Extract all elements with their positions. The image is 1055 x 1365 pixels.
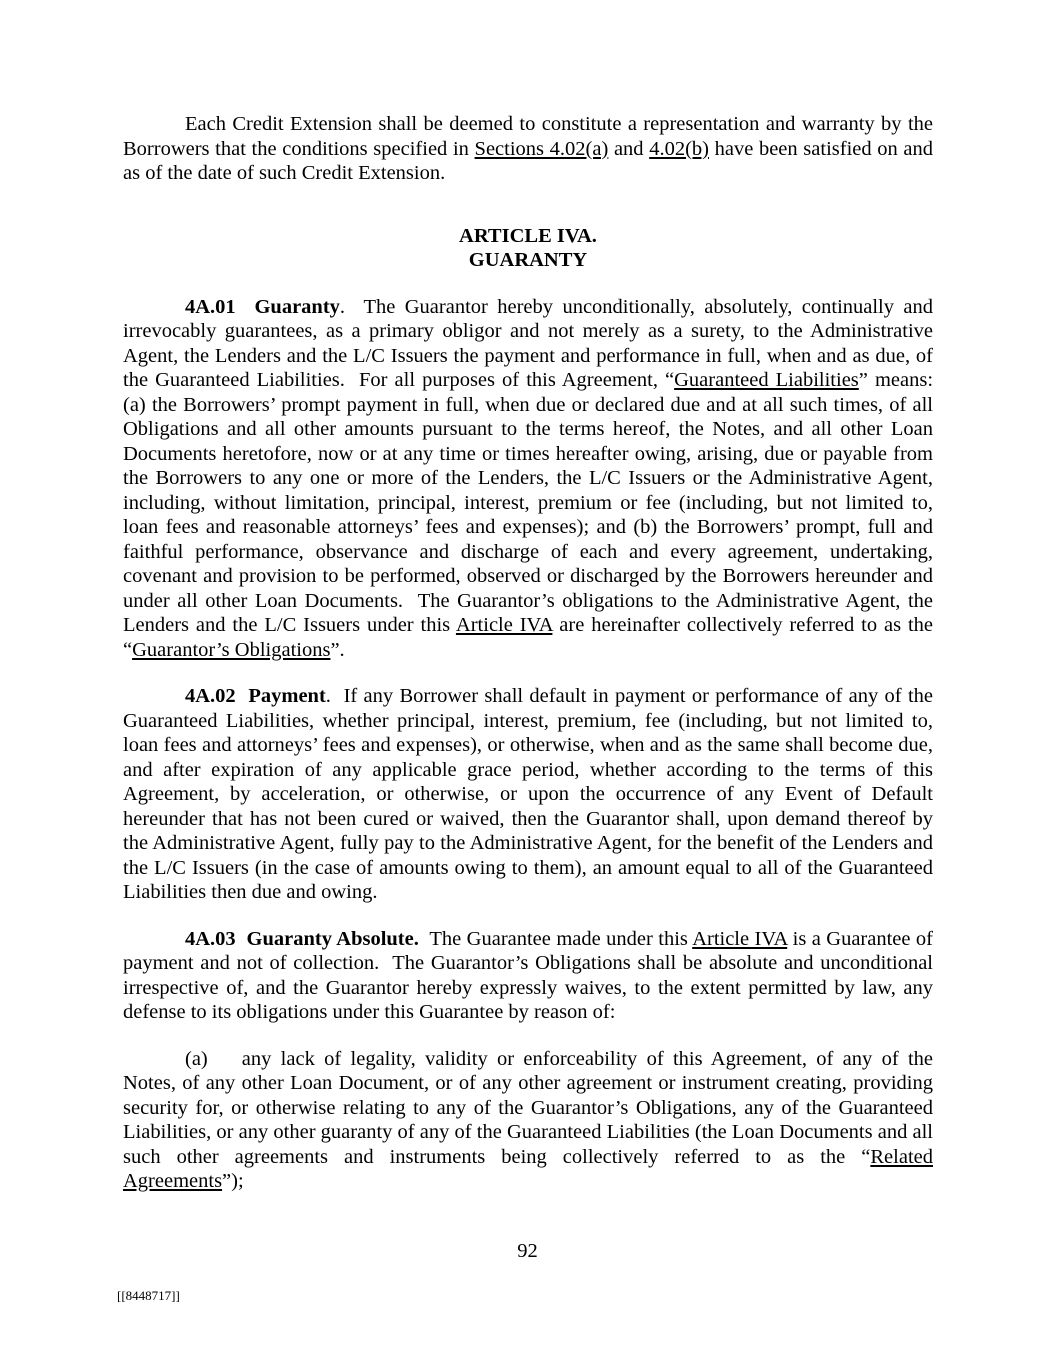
- text-run: Each Credit Extension shall be deemed to constitute a representation and warranty by the Borrowers that the conditions specified in: [123, 113, 933, 160]
- text-run: Guarantor’s Obligations: [132, 638, 331, 661]
- doc-id-footer: [[8448717]]: [117, 1288, 180, 1303]
- text-run: ” means: (a) the Borrowers’ prompt payment in full, when due or declared due and at all such times, of all Obligations and all other amounts pursuant to the terms hereof, the Notes, and all other Loan Documents heretofore, now or at any time or times hereafter owing, arising, due or payable from the Borrowers to any one or more of the Lenders, the L/C Issuers or the Administrative Agent, including, without limitation, principal, interest, premium or fee (including, but not limited to, loan fees and reasonable attorneys’ fees and expenses); and (b) the Borrowers’ prompt, full and faithful performance, observance and discharge of each and every agreement, undertaking, covenant and provision to be performed, observed or discharged by the Borrowers hereunder and under all other Loan Documents. The Guarantor’s obligations to the Administrative Agent, the Lenders and the L/C Issuers under this: [123, 369, 934, 636]
- paragraph: [123, 927, 933, 1025]
- text-run: ”);: [222, 1170, 244, 1192]
- text-run: . If any Borrower shall default in payment or performance of any of the Guaranteed Liabilities, whether principal, interest, premium, fee (including, but not limited to, loan fees and attorneys’ fees and expenses), or otherwise, when and as the same shall become due, and after expiration of any applicable grace period, whether according to the terms of this Agreement, by acceleration, or otherwise, or upon the occurrence of any Event of Default hereunder that has not been cured or waived, then the Guarantor shall, upon demand thereof by the Administrative Agent, fully pay to the Administrative Agent, for the benefit of the Lenders and the L/C Issuers (in the case of amounts owing to them), an amount equal to all of the Guaranteed Liabilities then due and owing.: [123, 685, 934, 903]
- text-run: Guaranteed Liabilities: [674, 369, 859, 391]
- text-run: 4A.01 Guaranty: [185, 295, 340, 318]
- text-run: any lack of legality, validity or enforceability of this Agreement, of any of the Notes, of any other Loan Document, or of any other agreement or instrument creating, providing security for, or otherwise relating to any of the Guarantor’s Obligations, any of the Guaranteed Liabilities, or any other guaranty of any of the Guaranteed Liabilities (the Loan Documents and all such other agreements and instruments being collectively referred to as the “: [123, 1047, 933, 1168]
- text-run: and: [608, 137, 650, 160]
- paragraph: [123, 295, 933, 663]
- heading-line: ARTICLE IVA.: [459, 224, 597, 247]
- text-run: Article IVA: [455, 614, 553, 636]
- text-run: Related Agreements: [123, 1145, 933, 1192]
- text-run: ”.: [330, 638, 345, 661]
- heading-line: GUARANTY: [468, 249, 588, 271]
- paragraph: [123, 684, 933, 905]
- page-number: 92: [517, 1240, 538, 1262]
- article-heading: [123, 224, 933, 273]
- text-run: 4A.02 Payment: [185, 685, 326, 707]
- paragraph: [123, 1047, 933, 1194]
- text-run: (a): [185, 1047, 208, 1070]
- text-run: Sections 4.02(a): [474, 137, 609, 160]
- text-run: 4.02(b): [649, 137, 709, 160]
- text-run: Article IVA: [692, 927, 788, 950]
- text-run: are hereinafter collectively referred to as the “: [123, 614, 933, 661]
- paragraph: [123, 112, 933, 186]
- text-run: have been satisfied on and as of the date of such Credit Extension.: [123, 137, 933, 184]
- text-run: The Guarantee made under this: [418, 927, 693, 950]
- text-run: . The Guarantor hereby unconditionally, absolutely, continually and irrevocably guarantees, as a primary obligor and not merely as a surety, to the Administrative Agent, the Lenders and the L/C Issuers the payment and performance in full, when and as due, of the Guaranteed Liabilities. For all purposes of this Agreement, “: [123, 295, 934, 391]
- text-run: is a Guarantee of payment and not of collection. The Guarantor’s Obligations shall be absolute and unconditional irrespective of, and the Guarantor hereby expressly waives, to the extent permitted by law, any defense to its obligations under this Guarantee by reason of:: [123, 927, 934, 1023]
- document-body: [123, 112, 933, 1194]
- text-run: 4A.03 Guaranty Absolute.: [185, 927, 419, 950]
